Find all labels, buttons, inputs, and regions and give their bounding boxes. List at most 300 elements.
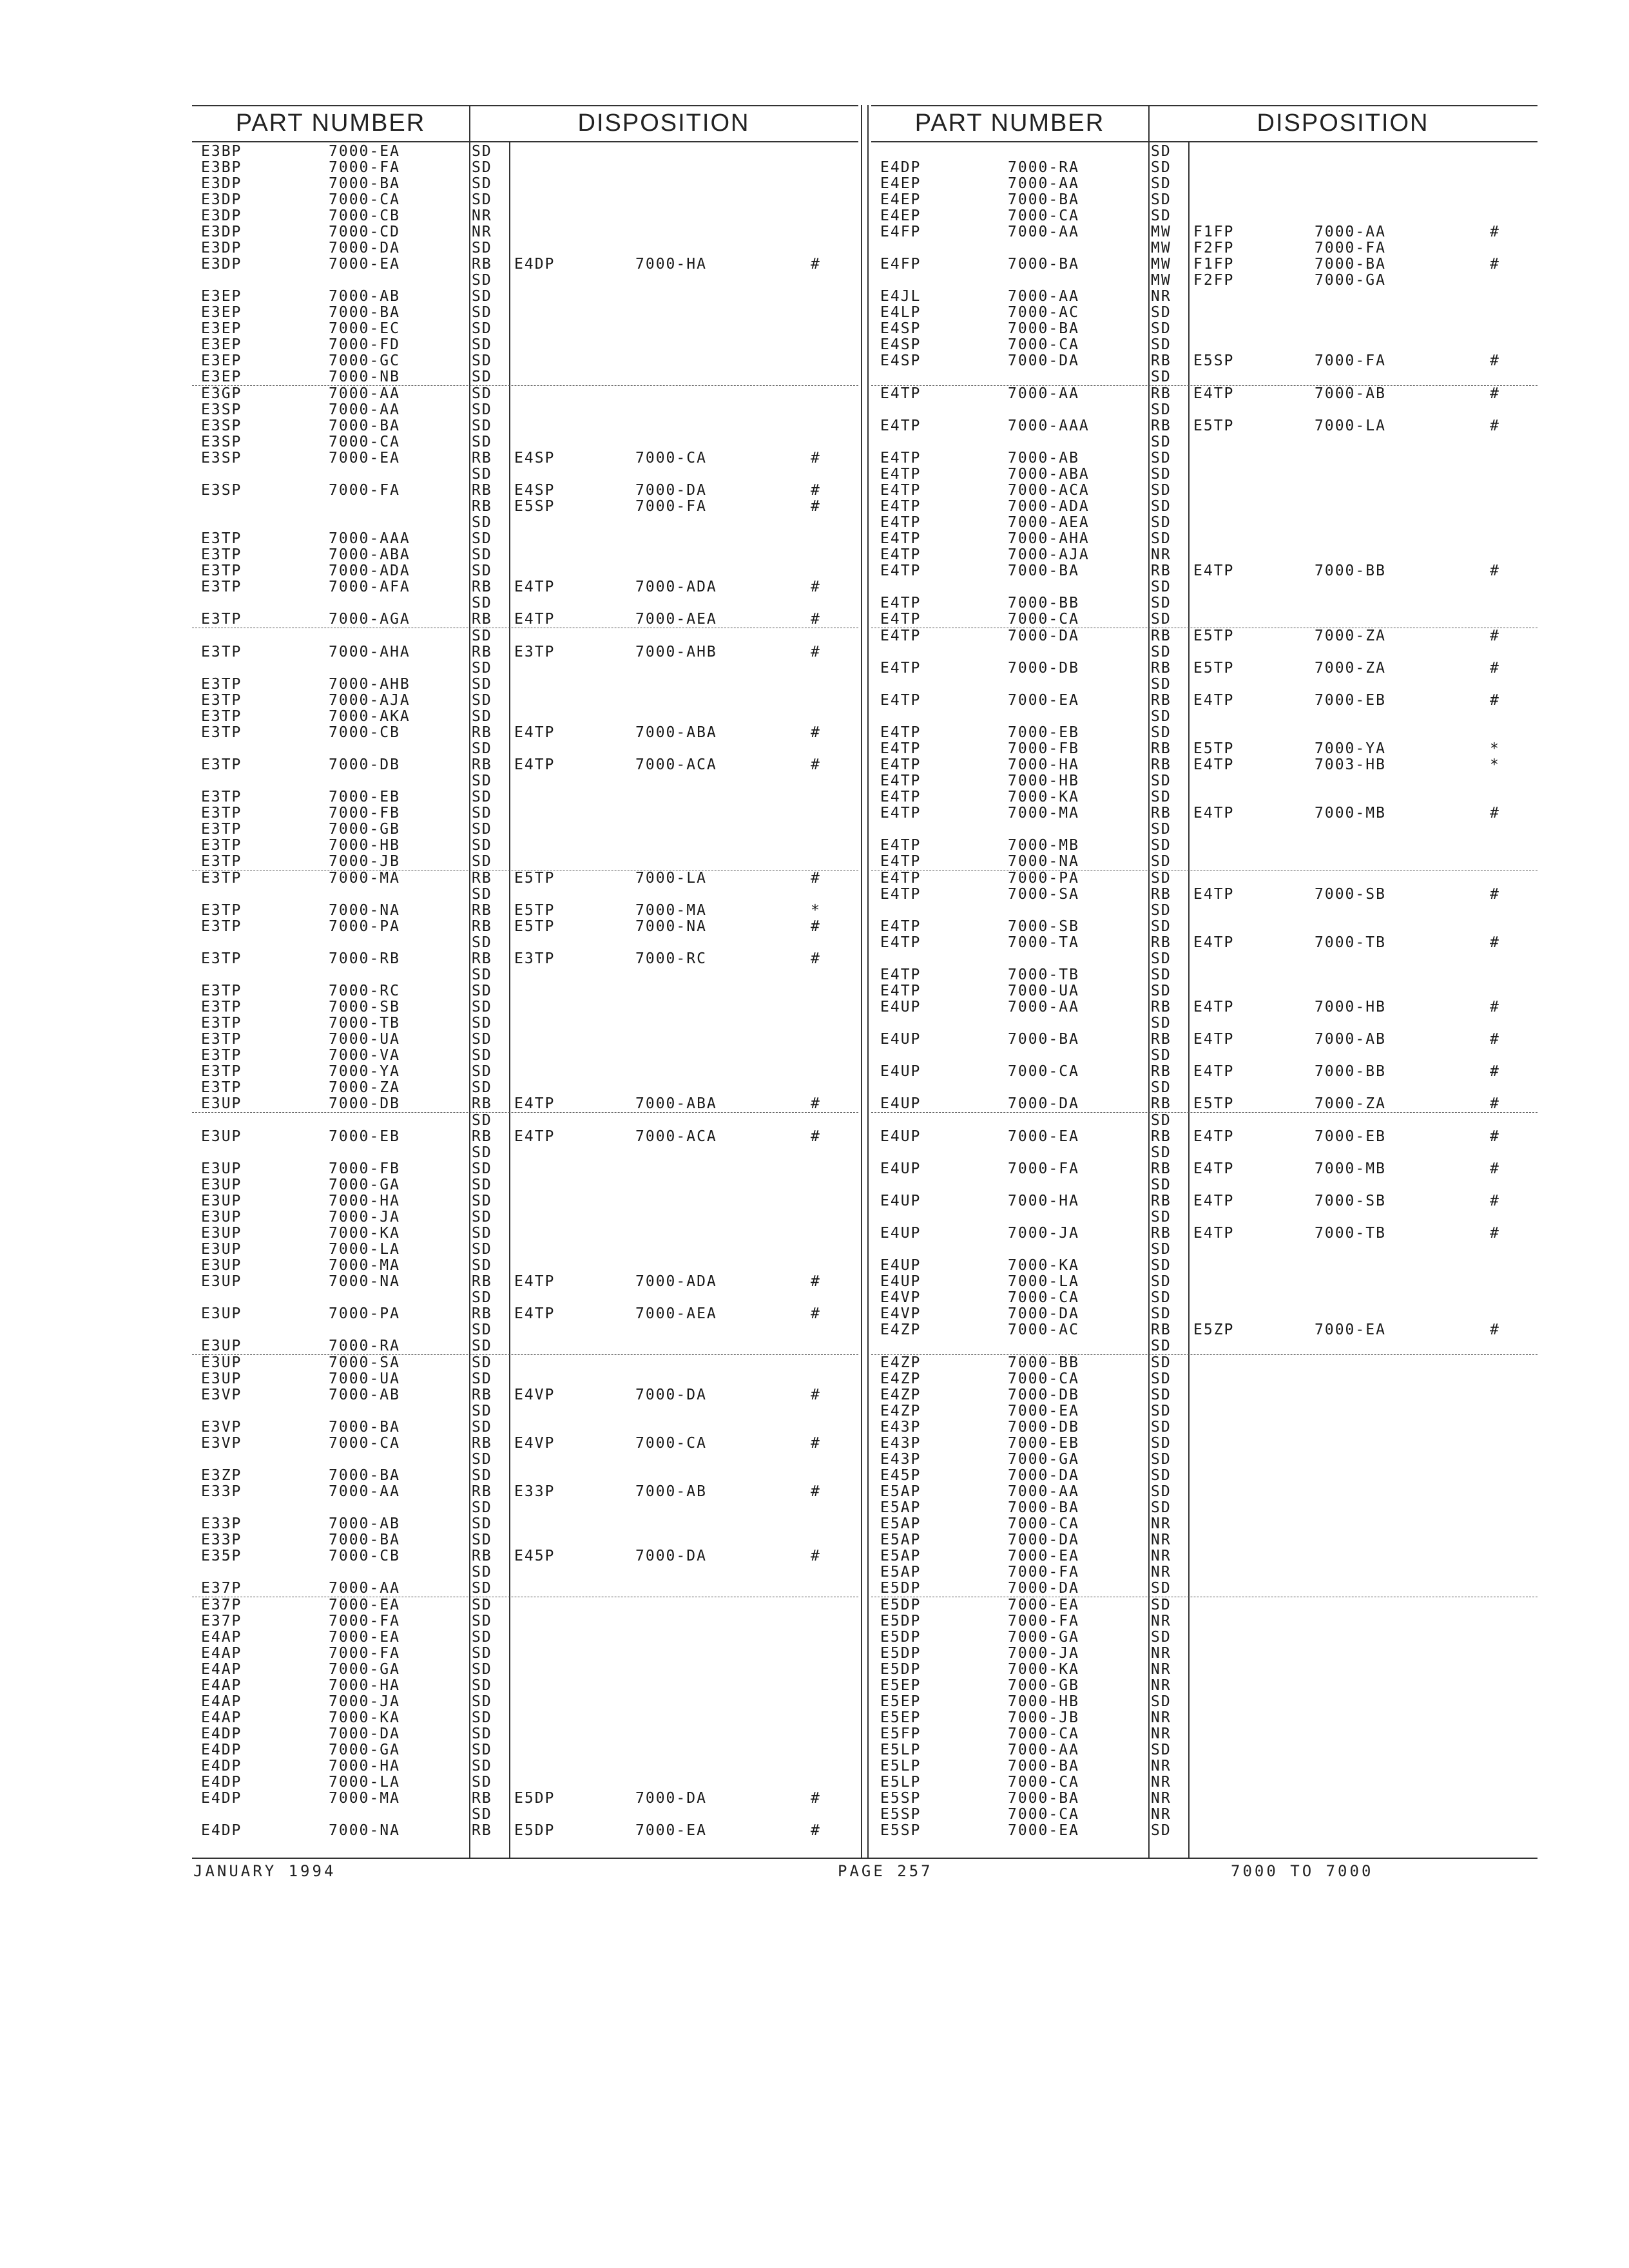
disposition-code: SD [472, 304, 492, 321]
part-number: 7000-PA [329, 1305, 400, 1322]
new-part-number: 7000-AB [1315, 385, 1386, 402]
part-prefix: E3DP [201, 191, 242, 208]
table-row [192, 1646, 858, 1662]
disposition-code: NR [1151, 1645, 1171, 1662]
new-part-prefix: F1FP [1193, 224, 1235, 240]
right-header [871, 105, 1537, 141]
disposition-code: SD [1151, 1047, 1171, 1064]
flag-mark: # [811, 1548, 821, 1564]
table-row [192, 1678, 858, 1694]
part-prefix: E4TP [880, 789, 921, 805]
disposition-code: RB [472, 1548, 492, 1564]
table-row [871, 208, 1537, 224]
disposition-code: SD [472, 789, 492, 805]
new-part-number: 7000-MB [1315, 805, 1386, 822]
disposition-code: SD [472, 934, 492, 951]
part-number: 7000-KA [329, 1709, 400, 1726]
part-number: 7000-AA [329, 1483, 400, 1500]
part-prefix: E4TP [880, 853, 921, 870]
part-prefix: E4TP [880, 466, 921, 483]
new-part-number: 7003-HB [1315, 756, 1386, 773]
flag-mark: # [811, 1483, 821, 1500]
part-prefix: E45P [880, 1467, 921, 1484]
part-number: 7000-EA [1008, 1403, 1079, 1419]
part-prefix: E3UP [201, 1095, 242, 1112]
part-number: 7000-AA [1008, 385, 1079, 402]
part-number: 7000-AA [1008, 1483, 1079, 1500]
flag-mark: # [811, 1387, 821, 1403]
disposition-code: SD [472, 1209, 492, 1225]
table-row [871, 983, 1537, 999]
disposition-code: SD [472, 352, 492, 369]
part-prefix: E3VP [201, 1387, 242, 1403]
disposition-code: NR [1151, 1790, 1171, 1807]
disposition-code: RB [472, 756, 492, 773]
table-row [192, 757, 858, 773]
table-row [192, 402, 858, 418]
part-prefix: E3GP [201, 385, 242, 402]
new-part-number: 7000-CA [635, 1435, 707, 1452]
table-row [192, 1468, 858, 1484]
part-number: 7000-DA [1008, 1532, 1079, 1548]
flag-mark: # [811, 1435, 821, 1452]
part-prefix: E5DP [880, 1580, 921, 1597]
disposition-code: SD [472, 1629, 492, 1646]
disposition-code: SD [472, 1645, 492, 1662]
disposition-code: SD [472, 692, 492, 709]
disposition-code: SD [1151, 983, 1171, 999]
part-number: 7000-EB [1008, 1435, 1079, 1452]
disposition-code: SD [1151, 175, 1171, 192]
part-prefix: E5LP [880, 1774, 921, 1791]
disposition-code: RB [472, 644, 492, 660]
disposition-code: SD [472, 272, 492, 289]
part-number: 7000-CD [329, 224, 400, 240]
part-prefix: E5SP [880, 1806, 921, 1823]
part-prefix: E4DP [201, 1822, 242, 1839]
disposition-code: SD [1151, 837, 1171, 854]
part-number: 7000-CA [1008, 1725, 1079, 1742]
disposition-code: SD [472, 966, 492, 983]
table-row [192, 1516, 858, 1532]
disposition-code: SD [472, 175, 492, 192]
part-number: 7000-BB [1008, 1354, 1079, 1371]
table-row [192, 1096, 858, 1112]
part-prefix: E5DP [880, 1597, 921, 1613]
part-prefix: E4FP [880, 224, 921, 240]
part-prefix: E3TP [201, 692, 242, 709]
table-row [871, 628, 1537, 644]
disposition-code: SD [472, 1354, 492, 1371]
part-number: 7000-AA [329, 385, 400, 402]
flag-mark: # [811, 1822, 821, 1839]
part-number: 7000-ADA [329, 562, 410, 579]
left-header [192, 105, 858, 141]
table-row [192, 693, 858, 709]
new-part-number: 7000-DA [635, 1790, 707, 1807]
table-row [192, 1032, 858, 1048]
table-row [871, 805, 1537, 822]
flag-mark: # [811, 644, 821, 660]
part-number: 7000-CA [1008, 1289, 1079, 1306]
part-number: 7000-JA [1008, 1645, 1079, 1662]
part-number: 7000-SB [1008, 918, 1079, 935]
flag-mark: # [811, 1790, 821, 1807]
flag-mark: # [1490, 1063, 1500, 1080]
part-number: 7000-CA [1008, 1370, 1079, 1387]
new-part-prefix: E5TP [1193, 740, 1235, 757]
part-number: 7000-HB [329, 837, 400, 854]
part-number: 7000-GA [1008, 1451, 1079, 1468]
disposition-code: SD [472, 1467, 492, 1484]
part-number: 7000-AKA [329, 708, 410, 725]
table-row [192, 1710, 858, 1726]
disposition-code: SD [1151, 1289, 1171, 1306]
part-prefix: E3TP [201, 724, 242, 741]
part-prefix: E5AP [880, 1499, 921, 1516]
part-number-heading: PART NUMBER [914, 110, 1105, 137]
part-number: 7000-LA [329, 1774, 400, 1791]
part-number: 7000-HA [1008, 1193, 1079, 1209]
new-part-number: 7000-LA [1315, 418, 1386, 434]
part-prefix: E3TP [201, 1047, 242, 1064]
disposition-code: SD [1151, 1451, 1171, 1468]
table-row [192, 483, 858, 499]
new-part-prefix: E4TP [1193, 1063, 1235, 1080]
part-prefix: E3BP [201, 143, 242, 160]
disposition-code: SD [1151, 1015, 1171, 1032]
part-prefix: E4TP [880, 498, 921, 515]
flag-mark: # [811, 611, 821, 628]
new-part-prefix: E4TP [1193, 1160, 1235, 1177]
table-row [871, 256, 1537, 273]
table-row [871, 369, 1537, 385]
disposition-code: SD [472, 837, 492, 854]
disposition-code: SD [472, 1079, 492, 1096]
part-prefix: E3TP [201, 853, 242, 870]
table-row [871, 1597, 1537, 1613]
table-row [871, 725, 1537, 741]
table-row [871, 903, 1537, 919]
part-number: 7000-AHB [329, 676, 410, 693]
part-number: 7000-AB [329, 288, 400, 305]
table-row [871, 353, 1537, 369]
part-number: 7000-UA [329, 1370, 400, 1387]
new-part-prefix: E4TP [1193, 999, 1235, 1015]
part-prefix: E3ZP [201, 1467, 242, 1484]
new-part-prefix: E3TP [514, 950, 555, 967]
new-part-number: 7000-ABA [635, 724, 717, 741]
new-part-number: 7000-BB [1315, 562, 1386, 579]
part-prefix: E4TP [880, 450, 921, 466]
disposition-code: SD [1151, 870, 1171, 887]
table-row [871, 1177, 1537, 1193]
disposition-code: SD [1151, 966, 1171, 983]
part-number: 7000-FB [329, 805, 400, 822]
table-row [192, 1613, 858, 1629]
part-number: 7000-AC [1008, 304, 1079, 321]
part-number: 7000-HA [329, 1758, 400, 1774]
table-row [192, 628, 858, 644]
new-part-number: 7000-ABA [635, 1095, 717, 1112]
part-prefix: E3UP [201, 1128, 242, 1145]
table-row [192, 1597, 858, 1613]
part-prefix: E4DP [201, 1725, 242, 1742]
table-row [192, 725, 858, 741]
disposition-code: NR [1151, 1774, 1171, 1791]
disposition-code: SD [472, 530, 492, 547]
flag-mark: # [1490, 805, 1500, 822]
part-prefix: E3TP [201, 1031, 242, 1048]
new-part-prefix: E5TP [1193, 628, 1235, 644]
part-number: 7000-BA [1008, 562, 1079, 579]
new-part-number: 7000-HB [1315, 999, 1386, 1015]
new-part-number: 7000-SB [1315, 886, 1386, 903]
part-prefix: E4TP [880, 966, 921, 983]
part-number: 7000-PA [1008, 870, 1079, 887]
table-row [192, 1354, 858, 1371]
part-number: 7000-SA [1008, 886, 1079, 903]
table-row [192, 887, 858, 903]
table-row [871, 160, 1537, 176]
table-row [192, 1080, 858, 1096]
table-row [192, 1662, 858, 1678]
part-prefix: E3TP [201, 950, 242, 967]
part-number: 7000-DA [1008, 1467, 1079, 1484]
table-row [192, 903, 858, 919]
part-prefix: E3TP [201, 999, 242, 1015]
new-part-prefix: E5SP [1193, 352, 1235, 369]
table-row [192, 1306, 858, 1322]
new-part-prefix: E4TP [514, 1095, 555, 1112]
disposition-code: SD [1151, 821, 1171, 838]
part-prefix: E3TP [201, 902, 242, 919]
table-row [192, 450, 858, 466]
new-part-prefix: E4VP [514, 1387, 555, 1403]
page-center-divider-2 [867, 105, 869, 1858]
part-number: 7000-ADA [1008, 498, 1090, 515]
part-prefix: E3TP [201, 1015, 242, 1032]
disposition-code: MW [1151, 256, 1171, 273]
disposition-code: SD [1151, 595, 1171, 611]
table-row [192, 870, 858, 887]
flag-mark: # [1490, 1225, 1500, 1242]
part-number: 7000-DA [329, 1725, 400, 1742]
table-row [871, 483, 1537, 499]
table-row [192, 660, 858, 677]
table-row [192, 1823, 858, 1839]
flag-mark: # [1490, 562, 1500, 579]
part-prefix: E4EP [880, 175, 921, 192]
part-prefix: E4TP [880, 983, 921, 999]
table-row [871, 1564, 1537, 1581]
part-prefix: E33P [201, 1532, 242, 1548]
table-row [192, 1694, 858, 1710]
disposition-code: SD [1151, 1144, 1171, 1161]
table-row [871, 1193, 1537, 1209]
disposition-code: SD [1151, 789, 1171, 805]
part-prefix: E33P [201, 1483, 242, 1500]
table-row [192, 1500, 858, 1516]
disposition-code: SD [472, 1742, 492, 1758]
part-prefix: E3UP [201, 1305, 242, 1322]
table-row [192, 1064, 858, 1080]
table-row [871, 709, 1537, 725]
new-part-number: 7000-FA [1315, 240, 1386, 256]
table-row [871, 1080, 1537, 1096]
part-prefix: E3UP [201, 1160, 242, 1177]
new-part-prefix: E33P [514, 1483, 555, 1500]
part-number: 7000-CA [1008, 1063, 1079, 1080]
part-prefix: E5LP [880, 1758, 921, 1774]
part-prefix: E3UP [201, 1354, 242, 1371]
part-prefix: E4AP [201, 1661, 242, 1678]
disposition-code: SD [472, 886, 492, 903]
disposition-code: SD [1151, 1079, 1171, 1096]
flag-mark: # [811, 579, 821, 595]
part-prefix: E4TP [880, 514, 921, 531]
table-row [871, 838, 1537, 854]
part-prefix: E4JL [880, 288, 921, 305]
disposition-code: RB [472, 724, 492, 741]
flag-mark: # [1490, 1321, 1500, 1338]
part-number: 7000-EA [329, 1597, 400, 1613]
part-number: 7000-FA [1008, 1564, 1079, 1581]
disposition-code: SD [1151, 401, 1171, 418]
new-part-prefix: E4DP [514, 256, 555, 273]
new-part-number: 7000-ADA [635, 1273, 717, 1290]
disposition-code: RB [1151, 1095, 1171, 1112]
part-number: 7000-FB [329, 1160, 400, 1177]
new-part-prefix: E5TP [514, 870, 555, 887]
table-row [192, 1274, 858, 1290]
table-row [192, 1129, 858, 1145]
part-prefix: E4AP [201, 1677, 242, 1694]
disposition-code: RB [472, 870, 492, 887]
part-prefix: E4SP [880, 352, 921, 369]
part-number: 7000-EA [1008, 1548, 1079, 1564]
part-prefix: E3DP [201, 207, 242, 224]
table-row [871, 1484, 1537, 1500]
flag-mark: # [1490, 256, 1500, 273]
disposition-code: RB [1151, 352, 1171, 369]
part-number: 7000-PA [329, 918, 400, 935]
disposition-code: SD [472, 401, 492, 418]
table-row [192, 919, 858, 935]
part-prefix: E4UP [880, 1095, 921, 1112]
part-prefix: E5DP [880, 1629, 921, 1646]
disposition-code: SD [472, 1063, 492, 1080]
table-row [871, 305, 1537, 321]
table-row [192, 1048, 858, 1064]
disposition-code: SD [472, 676, 492, 693]
part-prefix: E4TP [880, 562, 921, 579]
table-row [871, 757, 1537, 773]
part-number: 7000-GC [329, 352, 400, 369]
table-row [192, 1322, 858, 1338]
part-prefix: E4SP [880, 320, 921, 337]
disposition-code: SD [472, 1774, 492, 1791]
table-row [871, 1048, 1537, 1064]
flag-mark: # [1490, 999, 1500, 1015]
part-prefix: E5EP [880, 1677, 921, 1694]
disposition-code: SD [472, 708, 492, 725]
disposition-code: SD [472, 1370, 492, 1387]
disposition-code: SD [472, 191, 492, 208]
disposition-code: RB [472, 482, 492, 499]
disposition-code: SD [1151, 1580, 1171, 1597]
new-part-prefix: E4TP [1193, 562, 1235, 579]
part-number: 7000-MA [329, 870, 400, 887]
disposition-code: SD [1151, 159, 1171, 176]
disposition-code: RB [1151, 1160, 1171, 1177]
table-row [871, 434, 1537, 450]
disposition-code: RB [472, 611, 492, 628]
disposition-code: SD [1151, 1467, 1171, 1484]
disposition-code: SD [1151, 724, 1171, 741]
table-row [192, 418, 858, 434]
disposition-code: RB [472, 450, 492, 466]
part-number: 7000-TB [329, 1015, 400, 1032]
part-number: 7000-YA [329, 1063, 400, 1080]
part-number: 7000-ACA [1008, 482, 1090, 499]
disposition-code: SD [1151, 1273, 1171, 1290]
part-prefix: E5EP [880, 1709, 921, 1726]
disposition-code: SD [1151, 1483, 1171, 1500]
part-number: 7000-FA [329, 482, 400, 499]
table-row [871, 1774, 1537, 1791]
footer-date: JANUARY 1994 [193, 1862, 336, 1880]
new-part-number: 7000-ZA [1315, 628, 1386, 644]
part-number: 7000-BA [1008, 1790, 1079, 1807]
table-row [192, 160, 858, 176]
disposition-code: SD [472, 1499, 492, 1516]
table-row [871, 531, 1537, 547]
table-row [871, 1015, 1537, 1032]
part-number: 7000-AA [1008, 1742, 1079, 1758]
new-part-prefix: E4TP [1193, 756, 1235, 773]
table-row [871, 1662, 1537, 1678]
disposition-code: SD [1151, 466, 1171, 483]
disposition-code: SD [1151, 143, 1171, 160]
flag-mark: # [1490, 418, 1500, 434]
disposition-code: RB [1151, 692, 1171, 709]
part-number: 7000-AA [1008, 288, 1079, 305]
disposition-code: SD [1151, 1693, 1171, 1710]
new-part-number: 7000-AA [1315, 224, 1386, 240]
table-row [871, 741, 1537, 757]
flag-mark: # [1490, 1193, 1500, 1209]
new-part-number: 7000-DA [635, 1548, 707, 1564]
table-row [871, 1468, 1537, 1484]
part-number: 7000-DB [329, 1095, 400, 1112]
part-number: 7000-GA [1008, 1629, 1079, 1646]
new-part-prefix: E4TP [1193, 385, 1235, 402]
part-number: 7000-CA [1008, 1515, 1079, 1532]
disposition-code: SD [472, 1806, 492, 1823]
part-prefix: E4AP [201, 1709, 242, 1726]
disposition-code: NR [1151, 1613, 1171, 1629]
part-number: 7000-LA [329, 1241, 400, 1258]
table-row [192, 1387, 858, 1403]
disposition-code: SD [1151, 853, 1171, 870]
part-prefix: E4FP [880, 256, 921, 273]
disposition-code: SD [1151, 369, 1171, 385]
disposition-code: SD [472, 1613, 492, 1629]
disposition-code: RB [1151, 756, 1171, 773]
part-number: 7000-EB [329, 1128, 400, 1145]
part-number: 7000-MA [329, 1790, 400, 1807]
